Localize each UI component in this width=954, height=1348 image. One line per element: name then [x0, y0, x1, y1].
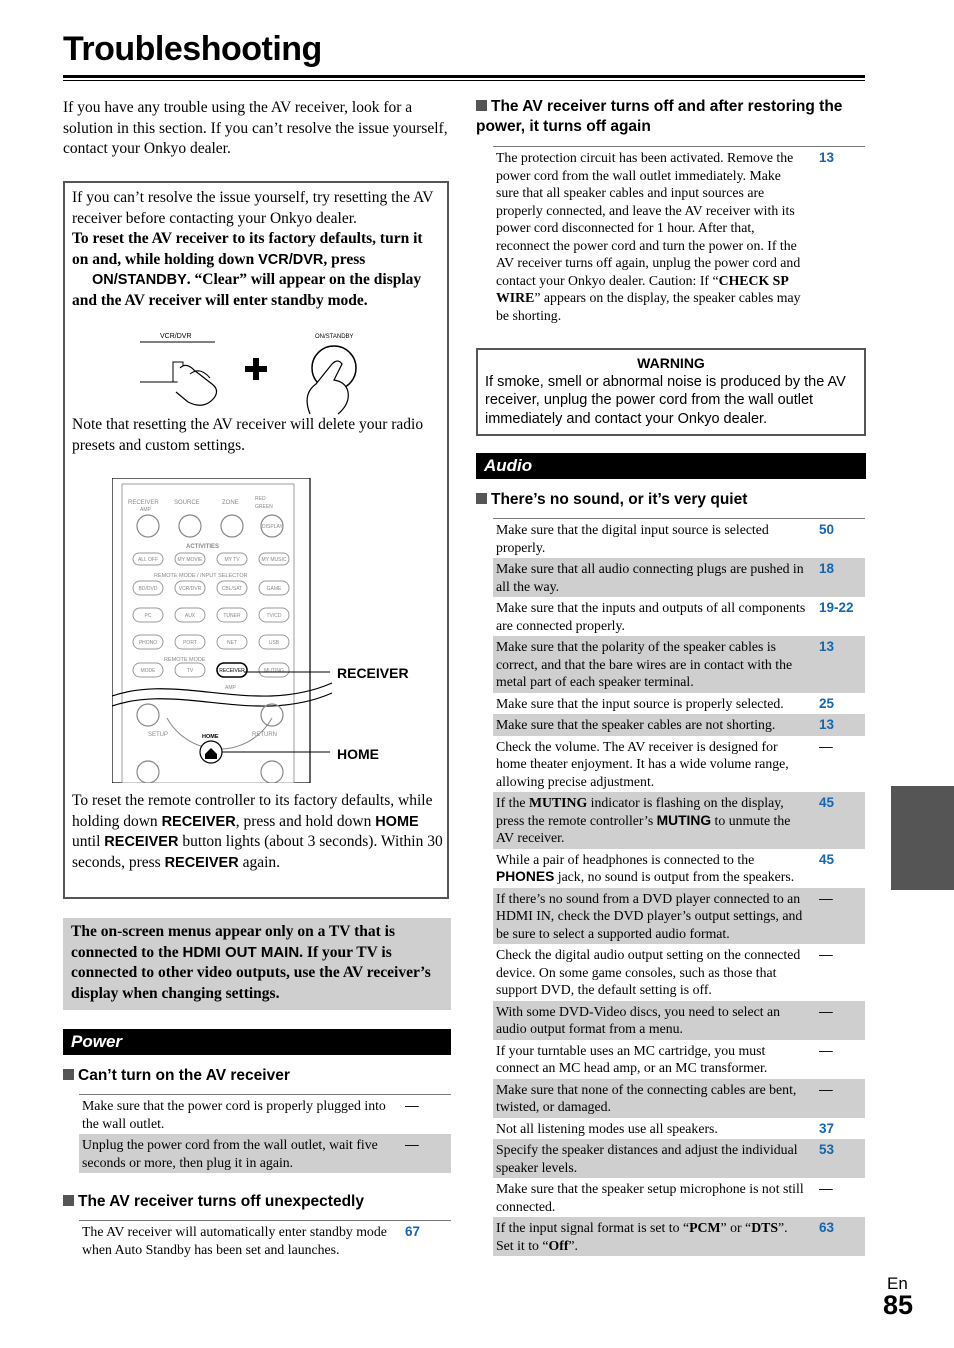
remote-button-label: TV	[186, 668, 194, 674]
language-label: En	[887, 1274, 908, 1293]
remote-button-label: MY MOVIE	[177, 557, 203, 563]
power-sub1-table	[79, 1094, 451, 1173]
remote-label-display: DISPLAY	[262, 524, 283, 530]
page-title: Troubleshooting	[63, 30, 322, 68]
remote-reset-instructions: To reset the remote controller to its factory defaults, while holding down RECEIVER, press and hold down HOME until RECEIVER button lights (about 3 seconds). Within 30 seconds, press RECEIVER again.	[72, 792, 443, 871]
page-reference-link[interactable]: 13	[809, 714, 865, 736]
receiver-callout-label: RECEIVER	[337, 665, 409, 681]
remote-controller-illustration	[112, 478, 432, 783]
table-row: Make sure that the polarity of the speaker cables is correct, and that the bare wires are in contact with the metal part of each speaker terminal. 13	[493, 636, 865, 693]
remote-button-label: TV/CD	[266, 613, 282, 619]
page-reference-link[interactable]: 25	[819, 695, 835, 711]
table-row: Make sure that the input source is properly selected. 25	[493, 693, 865, 715]
remote-button-label: NET	[227, 640, 237, 646]
table-row: With some DVD-Video discs, you need to select an audio output format from a menu. —	[493, 1001, 865, 1040]
remote-button-label: CBL/SAT	[221, 586, 243, 592]
square-bullet-icon	[63, 1195, 74, 1206]
remote-label-amp-2: AMP	[225, 685, 236, 691]
remote-button-label: TUNER	[223, 613, 241, 619]
table-row: Specify the speaker distances and adjust the individual speaker levels. 53	[493, 1139, 865, 1178]
table-row: Check the volume. The AV receiver is designed for home theater enjoyment. It has a wide volume range, allowing precise adjustment. —	[496, 738, 833, 789]
table-row: Make sure that the power cord is properly plugged into the wall outlet. —	[79, 1095, 451, 1135]
square-bullet-icon	[476, 100, 487, 111]
remote-button-label: PORT	[183, 640, 197, 646]
table-row: If there’s no sound from a DVD player connected to an HDMI IN, check the DVD player’s output settings, and be sure to select a supported audio format. —	[493, 888, 865, 945]
power-sub3-heading: The AV receiver turns off and after restoring the power, it turns off again	[476, 98, 843, 135]
page-reference-link[interactable]: 45	[819, 851, 835, 867]
page-reference-link[interactable]: 50	[809, 519, 865, 559]
remote-label-activities: ACTIVITIES	[186, 544, 220, 550]
reset-intro: If you can’t resolve the issue yourself, try resetting the AV receiver before contacting your Onkyo dealer.	[72, 189, 434, 227]
section-power-heading: Power	[63, 1029, 451, 1055]
audio-table	[493, 518, 865, 1256]
square-bullet-icon	[476, 493, 487, 504]
page-reference-link[interactable]: 53	[809, 1139, 865, 1178]
remote-button-label: GAME	[266, 586, 282, 592]
section-tab-marker	[891, 786, 954, 890]
table-row: If the input signal format is set to “PCM” or “DTS”. Set it to “Off”. 63	[493, 1217, 865, 1256]
table-row: Make sure that none of the connecting cables are bent, twisted, or damaged. —	[493, 1079, 865, 1118]
table-row: Not all listening modes use all speakers. 37	[493, 1118, 865, 1140]
audio-sub-heading: There’s no sound, or it’s very quiet	[476, 490, 866, 510]
page-reference-link[interactable]: 18	[809, 558, 865, 597]
remote-button-label: PHONO	[138, 640, 158, 646]
remote-label-amp: AMP	[140, 507, 151, 513]
table-row: While a pair of headphones is connected to the PHONES jack, no sound is output from the speakers. 45	[493, 849, 865, 888]
table-row: The protection circuit has been activated. Remove the power cord from the wall outlet immediately. Make sure that all speaker cables and input sources are properly connected, and leave the AV receiver with its power cord disconnected for 1 hour. After that, reconnect the power cord and turn the power on. If the AV receiver turns off again, unplug the power cord and contact your Onkyo dealer. Caution: If “CHECK SP WIRE” appears on the display, the speaker cables may be shorting. 13	[493, 147, 865, 327]
remote-button-label: MY TV	[224, 557, 240, 563]
power-sub2-table	[79, 1220, 451, 1260]
remote-label-green: GREEN	[255, 504, 273, 510]
remote-label-remote-mode: REMOTE MODE	[164, 657, 206, 663]
page-reference-link[interactable]: 13	[809, 147, 865, 327]
remote-button-label: PC	[144, 613, 152, 619]
intro-paragraph: If you have any trouble using the AV receiver, look for a solution in this section. If you can’t resolve the issue yourself, contact your Onkyo dealer.	[63, 99, 448, 157]
remote-button-label: MUTING	[264, 668, 284, 674]
hdmi-note: The on-screen menus appear only on a TV that is connected to the HDMI OUT MAIN. If your TV is connected to other video outputs, use the AV receiver’s display when changing settings.	[63, 918, 451, 1010]
table-row: Make sure that the digital input source is selected properly. 50	[493, 519, 865, 559]
remote-button-label: BD/DVD	[138, 586, 158, 592]
power-sub2-heading: The AV receiver turns off unexpectedly	[63, 1192, 453, 1212]
page-reference-link[interactable]: 13	[809, 636, 865, 693]
warning-text: If smoke, smell or abnormal noise is produced by the AV receiver, unplug the power cord from the wall outlet immediately and contact your Onkyo dealer.	[485, 373, 846, 427]
title-rule	[63, 75, 865, 81]
reset-box	[63, 181, 449, 899]
square-bullet-icon	[63, 1069, 74, 1080]
warning-box	[476, 348, 866, 436]
table-row: The AV receiver will automatically enter standby mode when Auto Standby has been set and launches. 67	[79, 1221, 451, 1261]
table-row: Make sure that the speaker cables are not shorting. 13	[493, 714, 865, 736]
page-reference-link[interactable]: 37	[819, 1120, 835, 1136]
on-standby-illus-label: ON/STANDBY	[315, 334, 354, 340]
remote-button-label: RECEIVER	[219, 668, 245, 674]
remote-label-remote-mode-input: REMOTE MODE / INPUT SELECTOR	[154, 573, 248, 579]
remote-button-label: AUX	[184, 613, 196, 619]
remote-label-zone: ZONE	[222, 500, 239, 506]
remote-label-return: RETURN	[252, 732, 277, 738]
power-sub3-table	[493, 146, 865, 326]
remote-label-home: HOME	[202, 734, 219, 740]
page-reference-link[interactable]: 67	[395, 1221, 451, 1261]
remote-label-receiver: RECEIVER	[128, 500, 159, 506]
section-audio-heading: Audio	[476, 453, 866, 479]
table-row: Make sure that all audio connecting plugs are pushed in all the way. 18	[493, 558, 865, 597]
page-reference-link[interactable]: 45	[809, 792, 865, 849]
table-row: Check the digital audio output setting on the connected device. On some game consoles, such as those that support DVD, the default setting is off. —	[496, 947, 833, 997]
table-row: Make sure that the inputs and outputs of all components are connected properly. 19-22	[493, 597, 865, 636]
table-row: If your turntable uses an MC cartridge, you must connect an MC head amp, or an MC transformer. —	[496, 1042, 833, 1075]
remote-label-source: SOURCE	[174, 500, 200, 506]
reset-button-illustration	[135, 326, 435, 416]
vcr-dvr-illus-label: VCR/DVR	[160, 333, 192, 340]
table-row: Unplug the power cord from the wall outlet, wait five seconds or more, then plug it in again. —	[79, 1134, 451, 1173]
remote-button-label: VCR/DVR	[178, 586, 202, 592]
remote-button-label: MODE	[140, 668, 156, 674]
table-row: If the MUTING indicator is flashing on the display, press the remote controller’s MUTING to unmute the AV receiver. 45	[493, 792, 865, 849]
remote-button-label: ALL OFF	[137, 557, 159, 563]
reset-instructions: To reset the AV receiver to its factory defaults, turn it on and, while holding down VCR/DVR, press ON/STANDBY. “Clear” will appear on the display and the AV receiver will enter standby mode.	[72, 230, 423, 309]
page-reference-link[interactable]: 63	[809, 1217, 865, 1256]
warning-title: WARNING	[637, 355, 705, 371]
page-reference-link[interactable]: 19-22	[819, 600, 854, 615]
remote-button-label: USB	[268, 640, 280, 646]
home-callout-label: HOME	[337, 746, 379, 762]
remote-label-setup: SETUP	[148, 732, 169, 738]
page-number: 85	[883, 1290, 914, 1320]
table-row: Make sure that the speaker setup microphone is not still connected. —	[496, 1181, 833, 1214]
power-sub1-heading: Can’t turn on the AV receiver	[63, 1066, 453, 1086]
remote-label-red: RED	[255, 496, 266, 502]
remote-button-label: MY MUSIC	[261, 557, 287, 563]
reset-note: Note that resetting the AV receiver will delete your radio presets and custom settings.	[72, 416, 424, 454]
